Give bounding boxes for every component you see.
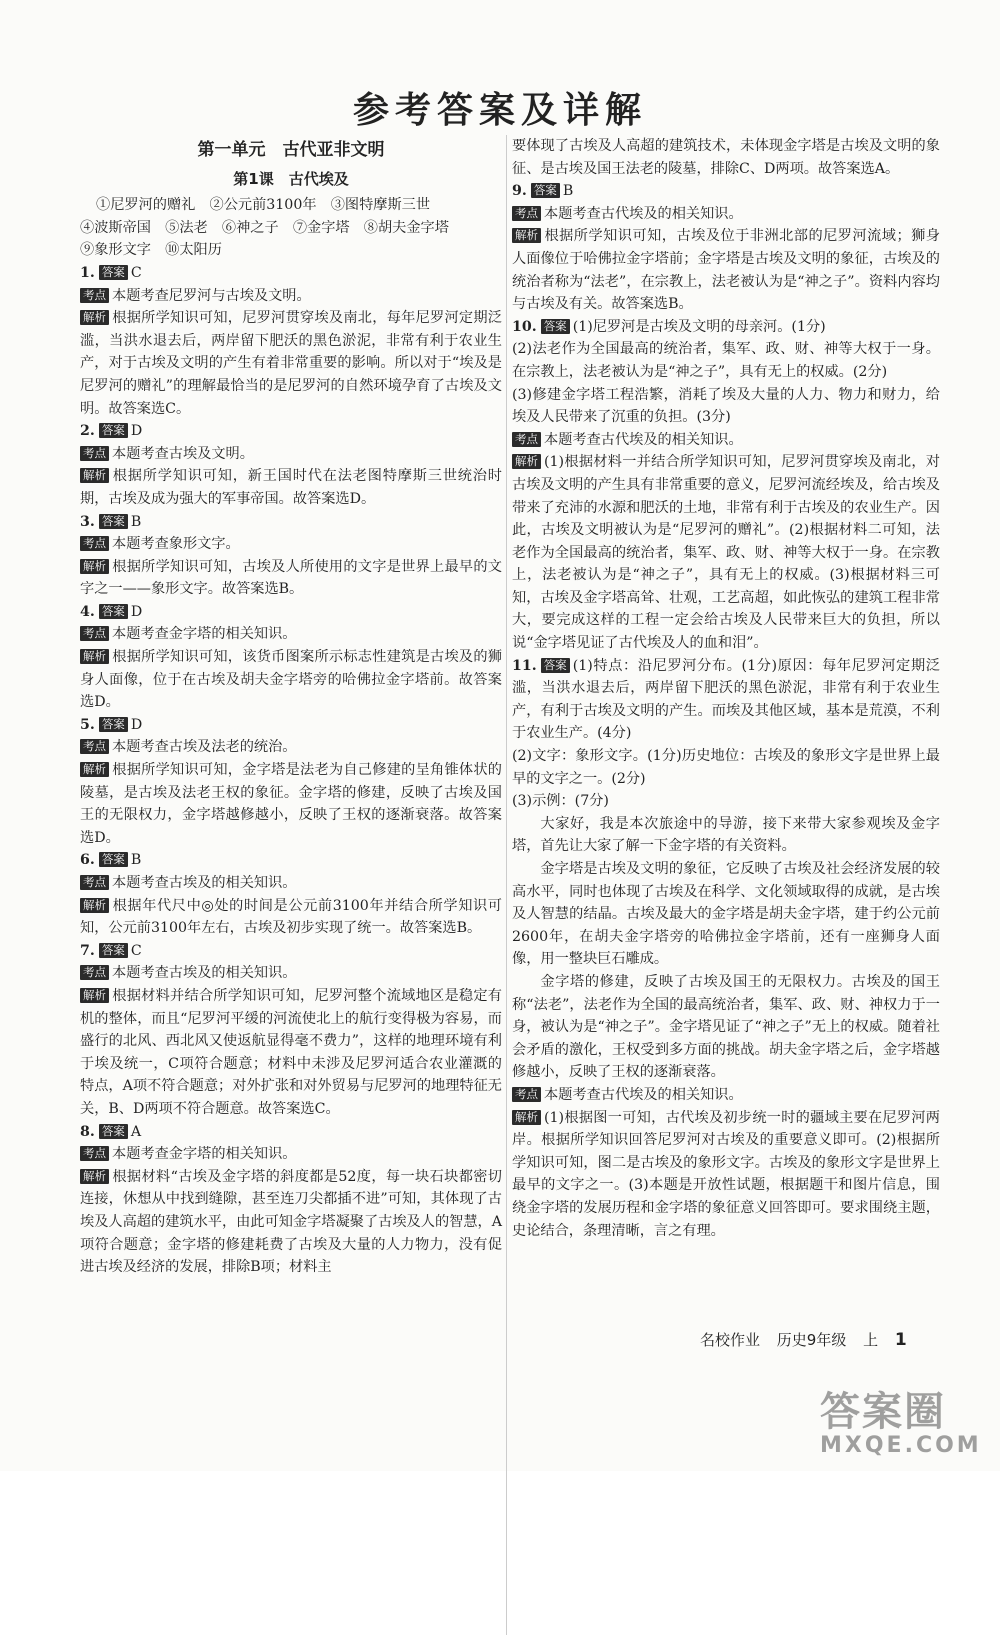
explain-tag: 解析 — [80, 762, 109, 777]
explain-tag: 解析 — [512, 228, 541, 243]
answer-value: B — [130, 513, 142, 530]
right-column — [512, 135, 940, 1242]
point-tag: 考点 — [80, 965, 109, 980]
answer-tag: 答案 — [99, 423, 128, 438]
question-block — [80, 601, 502, 714]
answer-tag: 答案 — [99, 852, 128, 867]
question-number: 11. — [512, 657, 537, 674]
answer-tag: 答案 — [99, 604, 128, 619]
question-block — [80, 714, 502, 850]
explain-text: 根据所学知识可知，金字塔是法老为自己修建的呈角锥体状的陵墓，是古埃及法老王权的象征。金字塔的修建，反映了古埃及国王的无限权力，金字塔越修越小，反映了王权的逐渐衰落。故答案选D。 — [80, 762, 502, 846]
unit-heading: 第一单元 古代亚非文明 — [197, 140, 385, 160]
explain-tag: 解析 — [80, 559, 109, 574]
column-divider — [506, 135, 507, 1635]
explain-text: 根据年代尺中◎处的时间是公元前3100年并结合所学知识可知，公元前3100年左右，古埃及初步实现了统一。故答案选B。 — [80, 897, 502, 937]
question-block — [80, 940, 502, 1121]
explain-text: 根据所学知识可知，该货币图案所示标志性建筑是古埃及的狮身人面像，位于在古埃及胡夫金字塔旁的哈佛拉金字塔前。故答案选D。 — [80, 649, 502, 711]
question-number: 5. — [80, 716, 95, 733]
question-block — [80, 420, 502, 510]
explain-tag: 解析 — [80, 898, 109, 913]
question-number: 4. — [80, 603, 95, 620]
question-number: 3. — [80, 513, 95, 530]
question-number: 2. — [80, 423, 95, 440]
answer-part: (2)文字：象形文字。(1分)历史地位：古埃及的象形文字是世界上最早的文字之一。(2分) — [512, 748, 940, 787]
point-text: 本题考查古埃及法老的统治。 — [112, 739, 297, 756]
footer-brand: 名校作业 — [700, 1331, 761, 1349]
answer-value: D — [130, 423, 143, 440]
explain-tag: 解析 — [80, 649, 109, 664]
point-text: 本题考查尼罗河与古埃及文明。 — [112, 287, 311, 304]
question-block — [80, 849, 502, 939]
explain-tag: 解析 — [80, 1169, 109, 1184]
point-text: 本题考查古埃及文明。 — [112, 445, 254, 462]
lesson-heading: 第1课 古代埃及 — [233, 169, 349, 188]
answer-tag: 答案 — [531, 183, 560, 198]
essay-paragraph: 金字塔的修建，反映了古埃及国王的无限权力。古埃及的国王称“法老”，法老作为全国的最高统治者，集军、政、财、神权力于一身，被认为是“神之子”。金字塔见证了“神之子”无上的权威。随着社会矛盾的激化，王权受到多方面的挑战。胡夫金字塔之后，金字塔越修越小，反映了王权的逐渐衰落。 — [512, 973, 940, 1081]
watermark — [820, 1380, 982, 1458]
answer-value: D — [130, 603, 143, 620]
left-column — [80, 135, 502, 1279]
answer-tag: 答案 — [541, 319, 570, 334]
point-text: 本题考查金字塔的相关知识。 — [112, 626, 297, 643]
answer-value: C — [130, 264, 142, 281]
point-text: 本题考查古代埃及的相关知识。 — [544, 1086, 743, 1103]
question-block — [80, 511, 502, 601]
explain-tag: 解析 — [512, 454, 541, 469]
point-text: 本题考查古埃及的相关知识。 — [112, 965, 297, 982]
explain-tag: 解析 — [80, 468, 109, 483]
question-number: 1. — [80, 264, 95, 281]
answer-part: (1)特点：沿尼罗河分布。(1分)原因：每年尼罗河定期泛滥，当洪水退去后，两岸留下肥沃的黑色淤泥，非常有利于农业生产，有利于古埃及文明的产生。而埃及其他区域，基本是荒漠，不利于农业生产。(4分) — [512, 657, 940, 742]
question-block — [80, 262, 502, 420]
point-tag: 考点 — [80, 739, 109, 754]
question-number: 9. — [512, 183, 527, 200]
question-number: 6. — [80, 852, 95, 869]
answer-part: (3)修建金字塔工程浩繁，消耗了埃及大量的人力、物力和财力，给埃及人民带来了沉重的负担。(3分) — [512, 386, 940, 426]
answer-part: (2)法老作为全国最高的统治者，集军、政、财、神等大权于一身。在宗教上，法老被认为是“神之子”，具有无上的权威。(2分) — [512, 341, 940, 380]
continued-text: 要体现了古埃及人高超的建筑技术，未体现金字塔是古埃及文明的象征、是古埃及国王法老的陵墓，排除C、D两项。故答案选A。 — [512, 138, 940, 177]
answer-value: B — [562, 183, 574, 200]
explain-tag: 解析 — [80, 988, 109, 1003]
answer-tag: 答案 — [99, 514, 128, 529]
explain-text: 根据所学知识可知，尼罗河贯穿埃及南北，每年尼罗河定期泛滥，当洪水退去后，两岸留下肥沃的黑色淤泥，非常有利于农业生产，对于古埃及文明的产生有着非常重要的影响。所以对于“埃及是尼罗河的赠礼”的理解最恰当的是尼罗河的自然环境孕育了古埃及文明。故答案选C。 — [80, 310, 502, 417]
explain-text: (1)根据材料一并结合所学知识可知，尼罗河贯穿埃及南北，对古埃及文明的产生具有非常重要的意义，尼罗河流经埃及，给古埃及带来了充沛的水源和肥沃的土地，非常有利于古埃及的农业生产。因此，古埃及文明被认为是“尼罗河的赠礼”。(2)根据材料二可知，法老作为全国最高的统治者，集军、政、财、神等大权于一身。在宗教上，法老被认为是“神之子”，具有无上的权威。(3)根据材料三可知，古埃及金字塔高耸、壮观，工艺高超，如此恢弘的建筑工程非常大，要完成这样的工程一定会给古埃及人民带来巨大的负担，所以说“金字塔见证了古代埃及人的血和泪”。 — [512, 454, 940, 652]
left-questions — [80, 262, 502, 1279]
answer-tag: 答案 — [99, 717, 128, 732]
answer-tag: 答案 — [541, 658, 570, 673]
page-footer — [700, 1329, 919, 1350]
intro-line: ①尼罗河的赠礼 ②公元前3100年 ③图特摩斯三世 — [96, 197, 431, 214]
explain-text: (1)根据图一可知，古代埃及初步统一时的疆域主要在尼罗河两岸。根据所学知识回答尼罗河对古埃及的重要意义即可。(2)根据所学知识可知，图二是古埃及的象形文字。古埃及的象形文字是世界上最早的文字之一。(3)本题是开放性试题，根据题干和图片信息，围绕金字塔的发展历程和金字塔的象征意义回答即可。要求围绕主题，史论结合，条理清晰，言之有理。 — [512, 1109, 940, 1239]
essay-paragraph: 金字塔是古埃及文明的象征，它反映了古埃及社会经济发展的较高水平，同时也体现了古埃及在科学、文化领域取得的成就，是古埃及人智慧的结晶。古埃及最大的金字塔是胡夫金字塔，建于约公元前2600年，在胡夫金字塔旁的哈佛拉金字塔前，还有一座狮身人面像，用一整块巨石雕成。 — [512, 861, 940, 968]
explain-text: 根据材料“古埃及金字塔的斜度都是52度，每一块石块都密切连接，休想从中找到缝隙，甚至连刀尖都插不进”可知，其体现了古埃及人高超的建筑水平，由此可知金字塔凝聚了古埃及人的智慧，A项符合题意；金字塔的修建耗费了古埃及大量的人力物力，没有促进古埃及经济的发展，排除B项；材料主 — [80, 1168, 502, 1276]
answer-part: (1)尼罗河是古埃及文明的母亲河。(1分) — [572, 318, 826, 335]
point-tag: 考点 — [80, 1146, 109, 1161]
answer-value: A — [130, 1123, 142, 1140]
point-tag: 考点 — [512, 206, 541, 221]
explain-text: 根据所学知识可知，新王国时代在法老图特摩斯三世统治时期，古埃及成为强大的军事帝国。故答案选D。 — [80, 468, 502, 507]
footer-subject: 历史9年级 — [776, 1331, 847, 1349]
answer-value: C — [130, 942, 142, 959]
point-tag: 考点 — [80, 536, 109, 551]
question-number: 7. — [80, 942, 95, 959]
point-tag: 考点 — [512, 1087, 541, 1102]
point-tag: 考点 — [80, 626, 109, 641]
question-10 — [512, 316, 940, 655]
point-text: 本题考查古代埃及的相关知识。 — [544, 205, 743, 222]
page-number: 1 — [894, 1330, 907, 1350]
essay-paragraph: 大家好，我是本次旅途中的导游，接下来带大家参观埃及金字塔，首先让大家了解一下金字塔的有关资料。 — [512, 815, 940, 855]
footer-term: 上 — [863, 1331, 879, 1349]
explain-text: 根据所学知识可知，古埃及人所使用的文字是世界上最早的文字之一——象形文字。故答案选B。 — [80, 558, 502, 598]
watermark-url: MXQE.COM — [820, 1433, 982, 1458]
intro-line: ④波斯帝国 ⑤法老 ⑥神之子 ⑦金字塔 ⑧胡夫金字塔 — [80, 219, 449, 236]
point-text: 本题考查象形文字。 — [112, 536, 240, 553]
answer-value: B — [130, 852, 142, 869]
question-block — [80, 1121, 502, 1279]
explain-text: 根据所学知识可知，古埃及位于非洲北部的尼罗河流域；狮身人面像位于哈佛拉金字塔前；金字塔是古埃及文明的象征，古埃及的统治者称为“法老”，在宗教上，法老被认为是“神之子”。资料内容均与古埃及有关。故答案选B。 — [512, 228, 940, 313]
question-number: 8. — [80, 1123, 95, 1140]
point-text: 本题考查古埃及的相关知识。 — [112, 875, 297, 891]
point-text: 本题考查金字塔的相关知识。 — [112, 1146, 297, 1163]
answer-value: D — [130, 716, 143, 733]
question-number: 10. — [512, 318, 537, 335]
answer-tag: 答案 — [99, 1124, 128, 1139]
explain-text: 根据材料并结合所学知识可知，尼罗河整个流域地区是稳定有机的整体，而且“尼罗河平缓的河流使北上的航行变得极为容易，而盛行的北风、西北风又使返航显得毫不费力”，这样的地理环境有利于埃及统一，C项符合题意；材料中未涉及尼罗河适合农业灌溉的特点，A项不符合题意；对外扩张和对外贸易与尼罗河的地理特征无关，B、D两项不符合题意。故答案选C。 — [80, 987, 502, 1117]
question-11 — [512, 655, 940, 1242]
explain-tag: 解析 — [512, 1110, 541, 1125]
explain-tag: 解析 — [80, 310, 109, 325]
point-tag: 考点 — [80, 288, 109, 303]
point-tag: 考点 — [80, 446, 109, 461]
answer-tag: 答案 — [99, 943, 128, 958]
answer-tag: 答案 — [99, 265, 128, 280]
point-tag: 考点 — [80, 875, 109, 890]
page-title: 参考答案及详解 — [352, 90, 647, 131]
point-text: 本题考查古代埃及的相关知识。 — [544, 431, 743, 448]
point-tag: 考点 — [512, 432, 541, 447]
intro-line: ⑨象形文字 ⑩太阳历 — [80, 242, 222, 259]
question-9 — [512, 180, 940, 316]
answer-part: (3)示例：(7分) — [512, 793, 609, 810]
watermark-logo: 答案圈 — [820, 1389, 946, 1435]
